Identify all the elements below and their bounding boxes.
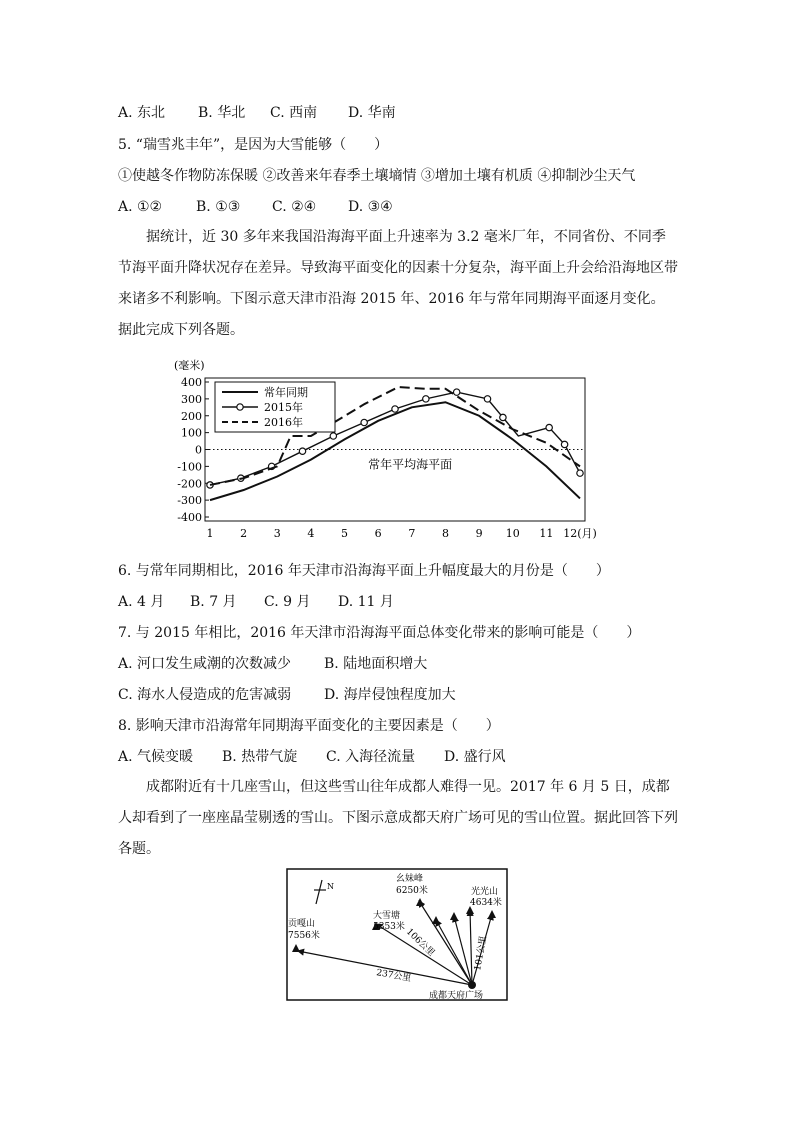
series-2015-point-9 — [484, 396, 490, 402]
q5-option-a: A. ①② — [118, 199, 163, 215]
y-tick-label-2: 200 — [181, 409, 202, 423]
series-2015-point-10 — [500, 414, 506, 420]
passage-sea-level: 据统计，近 30 多年来我国沿海海平面上升速率为 3.2 毫米厂年，不同省份、不同季节海平面升降状况存在差异。导致海平面变化的因素十分复杂，海平面上升会给沿海地区带来诸多不利影响。下图示意天津市沿海 2015 年、2016 年与常年同期海平面逐月变化。据此完成下列各题。 — [118, 229, 678, 338]
y-tick-label-4: 0 — [195, 443, 202, 457]
series-2015-point-8 — [453, 389, 459, 395]
distance-237: 237公里 — [375, 968, 412, 985]
distance-106: 106公里 — [403, 926, 437, 959]
q5-statements: ①使越冬作物防冻保暖 ②改善来年春季土壤墒情 ③增加土壤有机质 ④抑制沙尘天气 — [118, 168, 636, 184]
distance-101: 101公里 — [473, 935, 490, 972]
legend-label-2: 2016年 — [264, 416, 303, 429]
legend-label-1: 2015年 — [264, 401, 303, 414]
series-2015-point-7 — [423, 396, 429, 402]
q8-stem: 8. 影响天津市沿海常年同期海平面变化的主要因素是（ ） — [118, 718, 500, 734]
y-axis-label: (毫米) — [174, 359, 205, 372]
q7-option-a: A. 河口发生咸潮的次数减少 — [118, 656, 292, 672]
q8-option-a: A. 气候变暖 — [118, 749, 194, 765]
x-tick-label-3: 3 — [273, 527, 281, 540]
q4-option-a: A. 东北 — [118, 105, 166, 121]
sea-level-chart — [140, 355, 630, 545]
legend-marker-1 — [237, 404, 243, 410]
origin-point-icon — [468, 981, 476, 989]
origin-label: 成都天府广场 — [429, 991, 484, 1001]
y-tick-label-3: 100 — [181, 426, 202, 440]
series-2015-point-13 — [561, 441, 567, 447]
x-tick-label-4: 4 — [307, 527, 315, 540]
series-2015-point-5 — [361, 419, 367, 425]
series-2015-point-4 — [330, 433, 336, 439]
q5-stem: 5. “瑞雪兆丰年”，是因为大雪能够（ ） — [118, 137, 389, 153]
daxuetang-height: 5353米 — [373, 922, 405, 932]
x-tick-label-7: 7 — [408, 527, 416, 540]
y-tick-label-5: -100 — [177, 460, 202, 474]
series-2015-point-6 — [392, 406, 398, 412]
q5-option-d: D. ③④ — [348, 199, 393, 215]
series-2015-point-12 — [546, 424, 552, 430]
yaomei-height: 6250米 — [396, 886, 428, 896]
yaomei-name: 幺妹峰 — [396, 874, 424, 884]
x-tick-label-6: 6 — [374, 527, 382, 540]
q7-option-d: D. 海岸侵蚀程度加大 — [324, 687, 456, 703]
zero-line-annotation: 常年平均海平面 — [368, 457, 453, 472]
q4-options — [118, 104, 396, 122]
q8-option-b: B. 热带气旋 — [222, 749, 298, 765]
gongga-name: 贡嘎山 — [288, 919, 316, 929]
passage-snow-mountains: 成都附近有十几座雪山，但这些雪山往年成都人难得一见。2017 年 6 月 5 日，成都人却看到了一座座晶莹剔透的雪山。下图示意成都天府广场可见的雪山位置。据此回答下列各题。 — [118, 779, 678, 857]
north-label: N — [327, 882, 334, 891]
q7-option-b: B. 陆地面积增大 — [324, 656, 428, 672]
guangguang-name: 光光山 — [471, 887, 499, 897]
y-tick-label-0: 400 — [181, 376, 202, 389]
y-tick-label-1: 300 — [181, 392, 202, 406]
q6-options — [118, 593, 394, 611]
series-2015-point-14 — [577, 470, 583, 476]
q8-option-d: D. 盛行风 — [444, 749, 506, 765]
guangguang-height: 4634米 — [470, 898, 502, 908]
chengdu-snow-mountain-map — [286, 868, 508, 1002]
q7-option-c: C. 海水人侵造成的危害减弱 — [118, 687, 292, 703]
x-tick-label-9: 9 — [475, 527, 483, 540]
legend-label-0: 常年同期 — [264, 386, 308, 399]
y-tick-label-8: -400 — [177, 511, 202, 524]
q6-option-d: D. 11 月 — [338, 594, 394, 610]
q8-options — [118, 748, 506, 766]
q6-option-b: B. 7 月 — [190, 594, 237, 610]
q7-options-row2 — [118, 686, 456, 704]
q8-option-c: C. 入海径流量 — [326, 749, 416, 765]
series-2015-point-3 — [299, 448, 305, 454]
q5-option-b: B. ①③ — [196, 199, 241, 215]
y-tick-label-6: -200 — [177, 477, 202, 491]
x-tick-label-1: 1 — [206, 527, 214, 540]
q7-stem: 7. 与 2015 年相比，2016 年天津市沿海海平面总体变化带来的影响可能是（ ） — [118, 625, 641, 641]
x-tick-label-2: 2 — [240, 527, 248, 540]
y-tick-label-7: -300 — [177, 494, 202, 508]
x-tick-label-10: 10 — [505, 527, 520, 540]
q5-options — [118, 198, 393, 216]
q6-option-a: A. 4 月 — [118, 594, 165, 610]
x-tick-label-8: 8 — [441, 527, 449, 540]
q4-option-d: D. 华南 — [348, 105, 396, 121]
q4-option-b: B. 华北 — [198, 105, 246, 121]
x-tick-label-12: 12(月) — [563, 527, 597, 540]
q4-option-c: C. 西南 — [270, 105, 318, 121]
q7-options-row1 — [118, 655, 427, 673]
gongga-height: 7556米 — [288, 931, 320, 941]
daxuetang-name: 大雪塘 — [373, 911, 401, 921]
q6-option-c: C. 9 月 — [264, 594, 311, 610]
q5-option-c: C. ②④ — [272, 199, 317, 215]
x-tick-label-5: 5 — [341, 527, 349, 540]
x-tick-label-11: 11 — [539, 527, 554, 540]
q6-stem: 6. 与常年同期相比，2016 年天津市沿海海平面上升幅度最大的月份是（ ） — [118, 563, 610, 579]
